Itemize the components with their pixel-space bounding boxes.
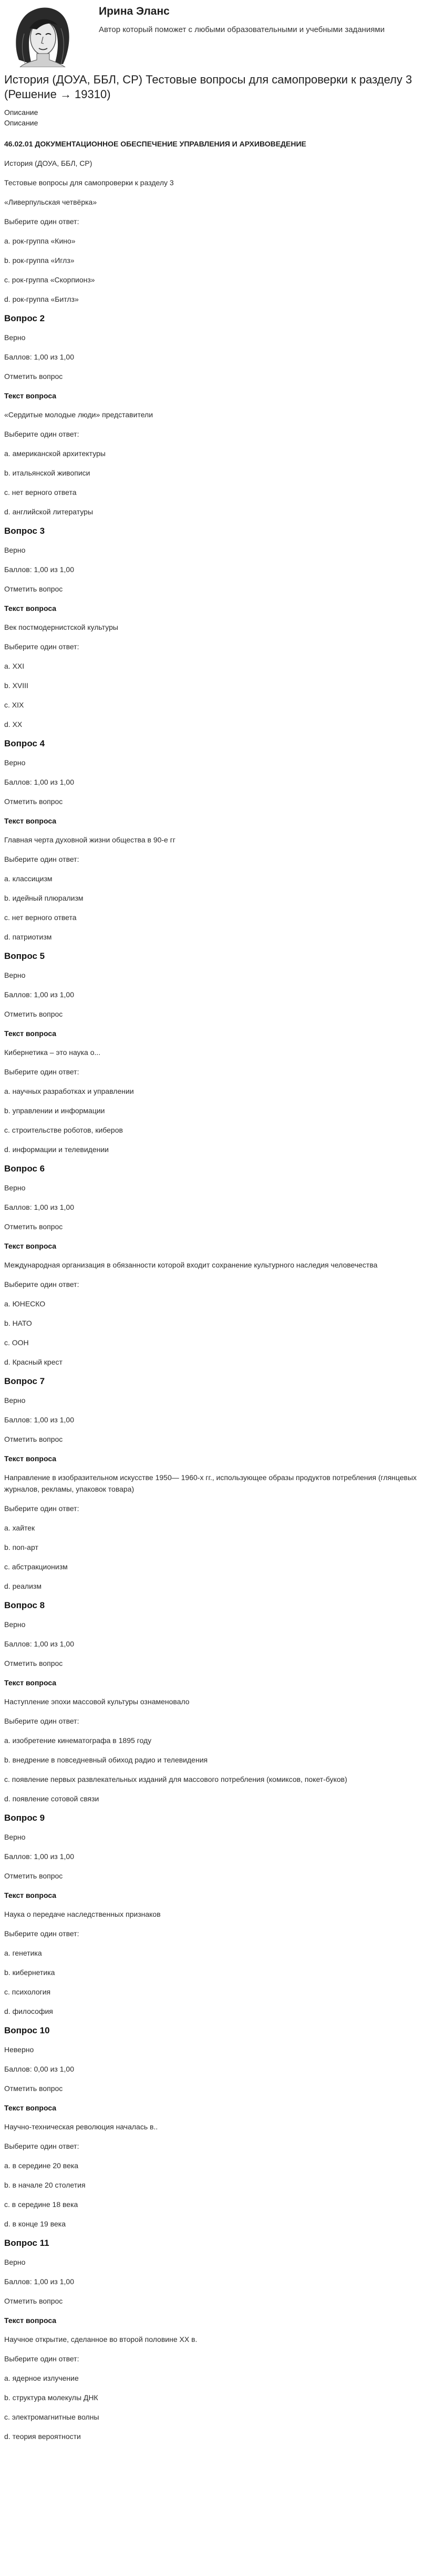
question-block	[4, 1812, 441, 2017]
answer-option: c. рок-группа «Скорпионз»	[4, 276, 95, 284]
question-score: Баллов: 1,00 из 1,00	[4, 990, 74, 999]
flag-question-label: Отметить вопрос	[4, 1010, 63, 1018]
question-text-label: Текст вопроса	[4, 1029, 57, 1038]
question-score: Баллов: 1,00 из 1,00	[4, 1203, 74, 1211]
answer-prompt: Выберите один ответ:	[4, 1929, 79, 1938]
answer-prompt: Выберите один ответ:	[4, 1504, 79, 1513]
question-status: Верно	[4, 333, 26, 342]
answer-option: c. ООН	[4, 1338, 29, 1347]
question-block	[4, 951, 441, 1155]
question-text-label: Текст вопроса	[4, 1242, 57, 1250]
question-status: Верно	[4, 1620, 26, 1629]
question-number: Вопрос 9	[4, 1813, 45, 1823]
flag-question-label: Отметить вопрос	[4, 1659, 63, 1667]
answer-option: a. ядерное излучение	[4, 2374, 79, 2382]
question-text: Направление в изобразительном искусстве 1950— 1960-х гг., использующее образы продуктов потребления (глянцевых журналов, рекламы, упаковок товара)	[4, 1473, 417, 1493]
question-text-label: Текст вопроса	[4, 1678, 57, 1687]
answer-option: c. нет верного ответа	[4, 913, 77, 922]
answer-option: d. Красный крест	[4, 1358, 63, 1366]
question-number: Вопрос 3	[4, 526, 45, 536]
question-text-label: Текст вопроса	[4, 392, 57, 400]
description-label: Описание	[4, 108, 38, 117]
answer-option: a. рок-группа «Кино»	[4, 237, 76, 245]
answer-prompt: Выберите один ответ:	[4, 642, 79, 651]
flag-question-label: Отметить вопрос	[4, 1872, 63, 1880]
question-text: Наука о передаче наследственных признаков	[4, 1910, 161, 1918]
question-status: Верно	[4, 1396, 26, 1405]
flag-question-label: Отметить вопрос	[4, 797, 63, 806]
question-number: Вопрос 2	[4, 313, 45, 323]
question-text-label: Текст вопроса	[4, 1891, 57, 1899]
question-score: Баллов: 1,00 из 1,00	[4, 565, 74, 574]
question-text: Международная организация в обязанности которой входит сохранение культурного наследия человечества	[4, 1261, 378, 1269]
course-subject: История (ДОУА, ББЛ, СР)	[4, 159, 92, 167]
answer-option: c. абстракционизм	[4, 1563, 68, 1571]
page-title: История (ДОУА, ББЛ, СР) Тестовые вопросы для самопроверки к разделу 3 (Решение → 19310)	[4, 73, 412, 101]
question-text: «Сердитые молодые люди» представители	[4, 410, 153, 419]
answer-option: d. патриотизм	[4, 933, 52, 941]
answer-prompt: Выберите один ответ:	[4, 2355, 79, 2363]
author-avatar	[8, 2, 76, 67]
answer-option: b. поп-арт	[4, 1543, 38, 1551]
answer-prompt: Выберите один ответ:	[4, 2142, 79, 2150]
question-list	[4, 313, 441, 2442]
question-text-label: Текст вопроса	[4, 2316, 57, 2325]
answer-option: d. рок-группа «Битлз»	[4, 295, 79, 303]
answer-option: a. классицизм	[4, 874, 53, 883]
answer-option: c. XIX	[4, 701, 24, 709]
answer-option: a. американской архитектуры	[4, 449, 106, 458]
question-status: Верно	[4, 1184, 26, 1192]
question-text: Научно-техническая революция началась в..	[4, 2123, 158, 2131]
author-name: Ирина Эланс	[99, 5, 170, 17]
question-score: Баллов: 1,00 из 1,00	[4, 778, 74, 786]
answer-prompt: Выберите один ответ:	[4, 855, 79, 863]
answer-option: b. кибернетика	[4, 1968, 55, 1977]
answer-option: b. XVIII	[4, 681, 28, 690]
answer-option: d. реализм	[4, 1582, 42, 1590]
question-number: Вопрос 11	[4, 2238, 49, 2248]
answer-prompt: Выберите один ответ:	[4, 1280, 79, 1289]
flag-question-label: Отметить вопрос	[4, 2084, 63, 2093]
answer-option: b. внедрение в повседневный обиход радио и телевидения	[4, 1756, 208, 1764]
answer-option: a. в середине 20 века	[4, 2161, 79, 2170]
question-status: Верно	[4, 1833, 26, 1841]
answer-prompt: Выберите один ответ:	[4, 1068, 79, 1076]
answer-option: b. НАТО	[4, 1319, 32, 1327]
answer-option: a. изобретение кинематографа в 1895 году	[4, 1736, 152, 1745]
question-block	[4, 1163, 441, 1368]
answer-option: b. в начале 20 столетия	[4, 2181, 86, 2189]
answer-option: b. идейный плюрализм	[4, 894, 84, 902]
answer-option: c. строительстве роботов, киберов	[4, 1126, 123, 1134]
flag-question-label: Отметить вопрос	[4, 372, 63, 381]
answer-option: d. теория вероятности	[4, 2432, 81, 2441]
answer-option: c. нет верного ответа	[4, 488, 77, 497]
question-number: Вопрос 8	[4, 1600, 45, 1610]
answer-option: a. XXI	[4, 662, 25, 670]
author-header	[4, 0, 441, 69]
question-score: Баллов: 1,00 из 1,00	[4, 1852, 74, 1861]
flag-question-label: Отметить вопрос	[4, 585, 63, 593]
question-status: Верно	[4, 2258, 26, 2266]
answer-prompt: Выберите один ответ:	[4, 217, 79, 226]
answer-option: a. генетика	[4, 1949, 42, 1957]
woman-portrait-icon	[8, 2, 76, 67]
question-text-label: Текст вопроса	[4, 2104, 57, 2112]
answer-option: c. в середине 18 века	[4, 2200, 78, 2209]
answer-option: d. в конце 19 века	[4, 2220, 66, 2228]
answer-prompt: Выберите один ответ:	[4, 430, 79, 438]
question-status: Неверно	[4, 2045, 34, 2054]
answer-option: d. информации и телевидении	[4, 1145, 109, 1154]
first-question	[4, 196, 441, 305]
question-status: Верно	[4, 971, 26, 979]
question-number: Вопрос 6	[4, 1164, 45, 1174]
answer-option: d. появление сотовой связи	[4, 1794, 99, 1803]
answer-option: d. XX	[4, 720, 23, 729]
question-score: Баллов: 1,00 из 1,00	[4, 2277, 74, 2286]
question-text: Научное открытие, сделанное во второй половине XX в.	[4, 2335, 198, 2343]
answer-option: a. научных разработках и управлении	[4, 1087, 134, 1095]
question-status: Верно	[4, 546, 26, 554]
question-number: Вопрос 5	[4, 951, 45, 961]
question-score: Баллов: 1,00 из 1,00	[4, 1640, 74, 1648]
question-text-label: Текст вопроса	[4, 1454, 57, 1463]
question-block	[4, 1600, 441, 1804]
question-block	[4, 525, 441, 730]
flag-question-label: Отметить вопрос	[4, 1435, 63, 1443]
question-text-label: Текст вопроса	[4, 817, 57, 825]
answer-option: b. структура молекулы ДНК	[4, 2393, 98, 2402]
course-code-title: 46.02.01 ДОКУМЕНТАЦИОННОЕ ОБЕСПЕЧЕНИЕ УПРАВЛЕНИЯ И АРХИВОВЕДЕНИЕ	[4, 140, 306, 148]
question-number: Вопрос 7	[4, 1376, 45, 1386]
author-subtitle: Автор который поможет с любыми образовательными и учебными заданиями	[99, 25, 385, 34]
question-block	[4, 738, 441, 943]
answer-option: a. ЮНЕСКО	[4, 1300, 46, 1308]
answer-option: b. рок-группа «Иглз»	[4, 256, 75, 265]
question-text: Главная черта духовной жизни общества в 90-е гг	[4, 836, 175, 844]
answer-option: b. итальянской живописи	[4, 469, 90, 477]
question-block	[4, 2025, 441, 2230]
question-score: Баллов: 1,00 из 1,00	[4, 1416, 74, 1424]
question-status: Верно	[4, 758, 26, 767]
question-number: Вопрос 10	[4, 2025, 50, 2035]
question-score: Баллов: 1,00 из 1,00	[4, 353, 74, 361]
answer-option: a. хайтек	[4, 1524, 35, 1532]
answer-option: d. философия	[4, 2007, 53, 2015]
question-block	[4, 1376, 441, 1592]
description-label: Описание	[4, 119, 38, 127]
question-score: Баллов: 0,00 из 1,00	[4, 2065, 74, 2073]
question-text-label: Текст вопроса	[4, 604, 57, 613]
answer-option: c. появление первых развлекательных изданий для массового потребления (комиксов, покет-буков)	[4, 1775, 347, 1783]
question-text: Век постмодернистской культуры	[4, 623, 118, 631]
flag-question-label: Отметить вопрос	[4, 2297, 63, 2305]
question-text: Кибернетика – это наука о...	[4, 1048, 101, 1057]
flag-question-label: Отметить вопрос	[4, 1222, 63, 1231]
answer-prompt: Выберите один ответ:	[4, 1717, 79, 1725]
answer-option: b. управлении и информации	[4, 1106, 105, 1115]
question-number: Вопрос 4	[4, 738, 45, 748]
question-block	[4, 313, 441, 518]
answer-option: c. психология	[4, 1988, 51, 1996]
answer-option: c. электромагнитные волны	[4, 2413, 99, 2421]
answer-option: d. английской литературы	[4, 508, 94, 516]
question-block	[4, 2237, 441, 2442]
question-text: «Ливерпульская четвёрка»	[4, 198, 97, 206]
question-text: Наступление эпохи массовой культуры ознаменовало	[4, 1697, 190, 1706]
course-section: Тестовые вопросы для самопроверки к разделу 3	[4, 178, 174, 187]
